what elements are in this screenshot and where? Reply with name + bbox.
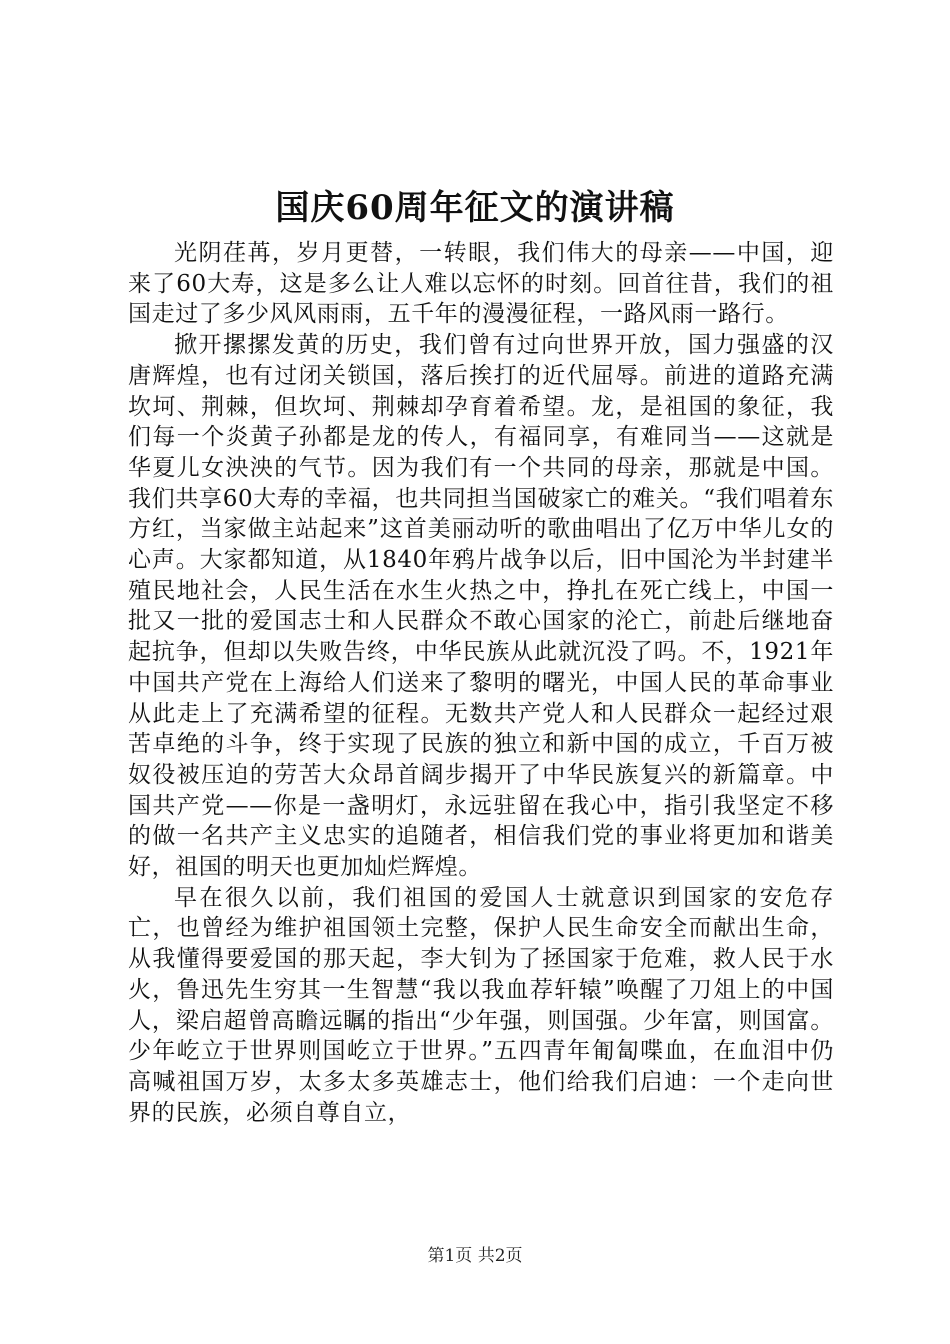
- page-number-footer: 第1页 共2页: [427, 1246, 523, 1266]
- paragraph-1: 光阴荏苒，岁月更替，一转眼，我们伟大的母亲——中国，迎来了60大寿，这是多么让人难以忘怀的时刻。回首往昔，我们的祖国走过了多少风风雨雨，五千年的漫漫征程，一路风雨一路行。: [128, 240, 834, 328]
- document-body: [128, 238, 834, 1128]
- paragraph-3: 早在很久以前，我们祖国的爱国人士就意识到国家的安危存亡，也曾经为维护祖国领土完整，保护人民生命安全而献出生命，从我懂得要爱国的那天起，李大钊为了拯国家于危难，救人民于水火，鲁迅先生穷其一生智慧“我以我血荐轩辕”唤醒了刀俎上的中国人，梁启超曾高瞻远瞩的指出“少年强，则国强。少年富，则国富。少年屹立于世界则国屹立于世界。”五四青年匍匐喋血，在血泪中仍高喊祖国万岁，太多太多英雄志士，他们给我们启迪：一个走向世界的民族，必须自尊自立，: [128, 884, 834, 1126]
- document-title: 国庆60周年征文的演讲稿: [275, 188, 675, 228]
- paragraph-2: 掀开摞摞发黄的历史，我们曾有过向世界开放，国力强盛的汉唐辉煌，也有过闭关锁国，落后挨打的近代屈辱。前进的道路充满坎坷、荆棘，但坎坷、荆棘却孕育着希望。龙，是祖国的象征，我们每一个炎黄子孙都是龙的传人，有福同享，有难同当——这就是华夏儿女泱泱的气节。因为我们有一个共同的母亲，那就是中国。我们共享60大寿的幸福，也共同担当国破家亡的难关。“我们唱着东方红，当家做主站起来”这首美丽动听的歌曲唱出了亿万中华儿女的心声。大家都知道，从1840年鸦片战争以后，旧中国沦为半封建半殖民地社会，人民生活在水生火热之中，挣扎在死亡线上，中国一批又一批的爱国志士和人民群众不敢心国家的沦亡，前赴后继地奋起抗争，但却以失败告终，中华民族从此就沉没了吗。不，1921年中国共产党在上海给人们送来了黎明的曙光，中国人民的革命事业从此走上了充满希望的征程。无数共产党人和人民群众一起经过艰苦卓绝的斗争，终于实现了民族的独立和新中国的成立，千百万被奴役被压迫的劳苦大众昂首阔步揭开了中华民族复兴的新篇章。中国共产党——你是一盏明灯，永远驻留在我心中，指引我坚定不移的做一名共产主义忠实的追随者，相信我们党的事业将更加和谐美好，祖国的明天也更加灿烂辉煌。: [128, 332, 834, 881]
